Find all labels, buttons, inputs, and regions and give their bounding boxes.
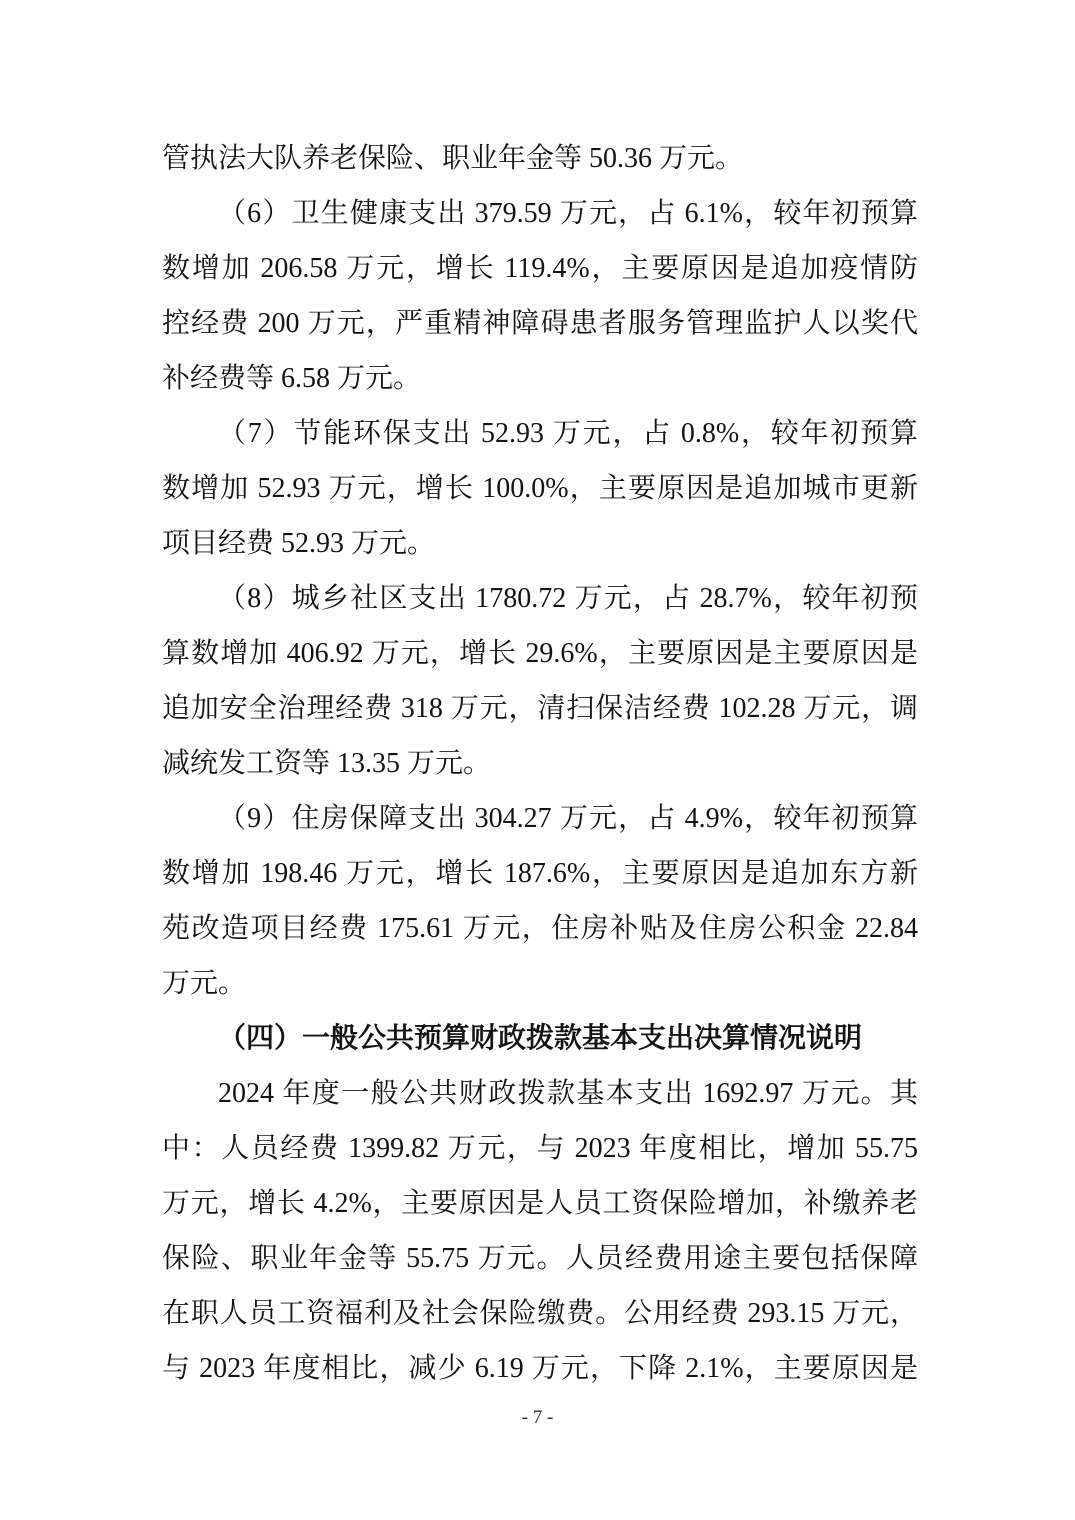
text-line: （9）住房保障支出 304.27 万元，占 4.9%，较年初预算 xyxy=(218,803,918,834)
page-number: - 7 - xyxy=(521,1407,554,1428)
text-line: 算数增加 406.92 万元，增长 29.6%，主要原因是主要原因是 xyxy=(162,638,918,669)
text-line: 2024 年度一般公共财政拨款基本支出 1692.97 万元。其 xyxy=(218,1078,918,1109)
text-line: 管执法大队养老保险、职业年金等 50.36 万元。 xyxy=(162,143,744,174)
text-line: （7）节能环保支出 52.93 万元，占 0.8%，较年初预算 xyxy=(218,418,918,449)
text-line: 数增加 198.46 万元，增长 187.6%，主要原因是追加东方新 xyxy=(162,858,918,889)
text-line: 项目经费 52.93 万元。 xyxy=(162,528,436,559)
text-line: 与 2023 年度相比，减少 6.19 万元，下降 2.1%，主要原因是 xyxy=(162,1353,918,1384)
document-body xyxy=(162,131,918,1396)
text-line: 万元，增长 4.2%，主要原因是人员工资保险增加，补缴养老 xyxy=(162,1188,918,1219)
text-line: 减统发工资等 13.35 万元。 xyxy=(162,748,492,779)
text-line: 中：人员经费 1399.82 万元，与 2023 年度相比，增加 55.75 xyxy=(162,1133,918,1164)
text-line: （6）卫生健康支出 379.59 万元，占 6.1%，较年初预算 xyxy=(218,198,918,229)
section-heading-line: （四）一般公共预算财政拨款基本支出决算情况说明 xyxy=(218,1023,863,1054)
text-line: 万元。 xyxy=(162,968,247,999)
text-line: 保险、职业年金等 55.75 万元。人员经费用途主要包括保障 xyxy=(162,1243,918,1274)
text-line: 在职人员工资福利及社会保险缴费。公用经费 293.15 万元， xyxy=(162,1298,918,1329)
text-line: 数增加 52.93 万元，增长 100.0%，主要原因是追加城市更新 xyxy=(162,473,918,504)
text-line: （8）城乡社区支出 1780.72 万元，占 28.7%，较年初预 xyxy=(218,583,918,614)
text-line: 补经费等 6.58 万元。 xyxy=(162,363,422,394)
text-line: 控经费 200 万元，严重精神障碍患者服务管理监护人以奖代 xyxy=(162,308,918,339)
text-line: 苑改造项目经费 175.61 万元，住房补贴及住房公积金 22.84 xyxy=(162,913,918,944)
text-line: 追加安全治理经费 318 万元，清扫保洁经费 102.28 万元，调 xyxy=(162,693,918,724)
text-line: 数增加 206.58 万元，增长 119.4%，主要原因是追加疫情防 xyxy=(162,253,918,284)
